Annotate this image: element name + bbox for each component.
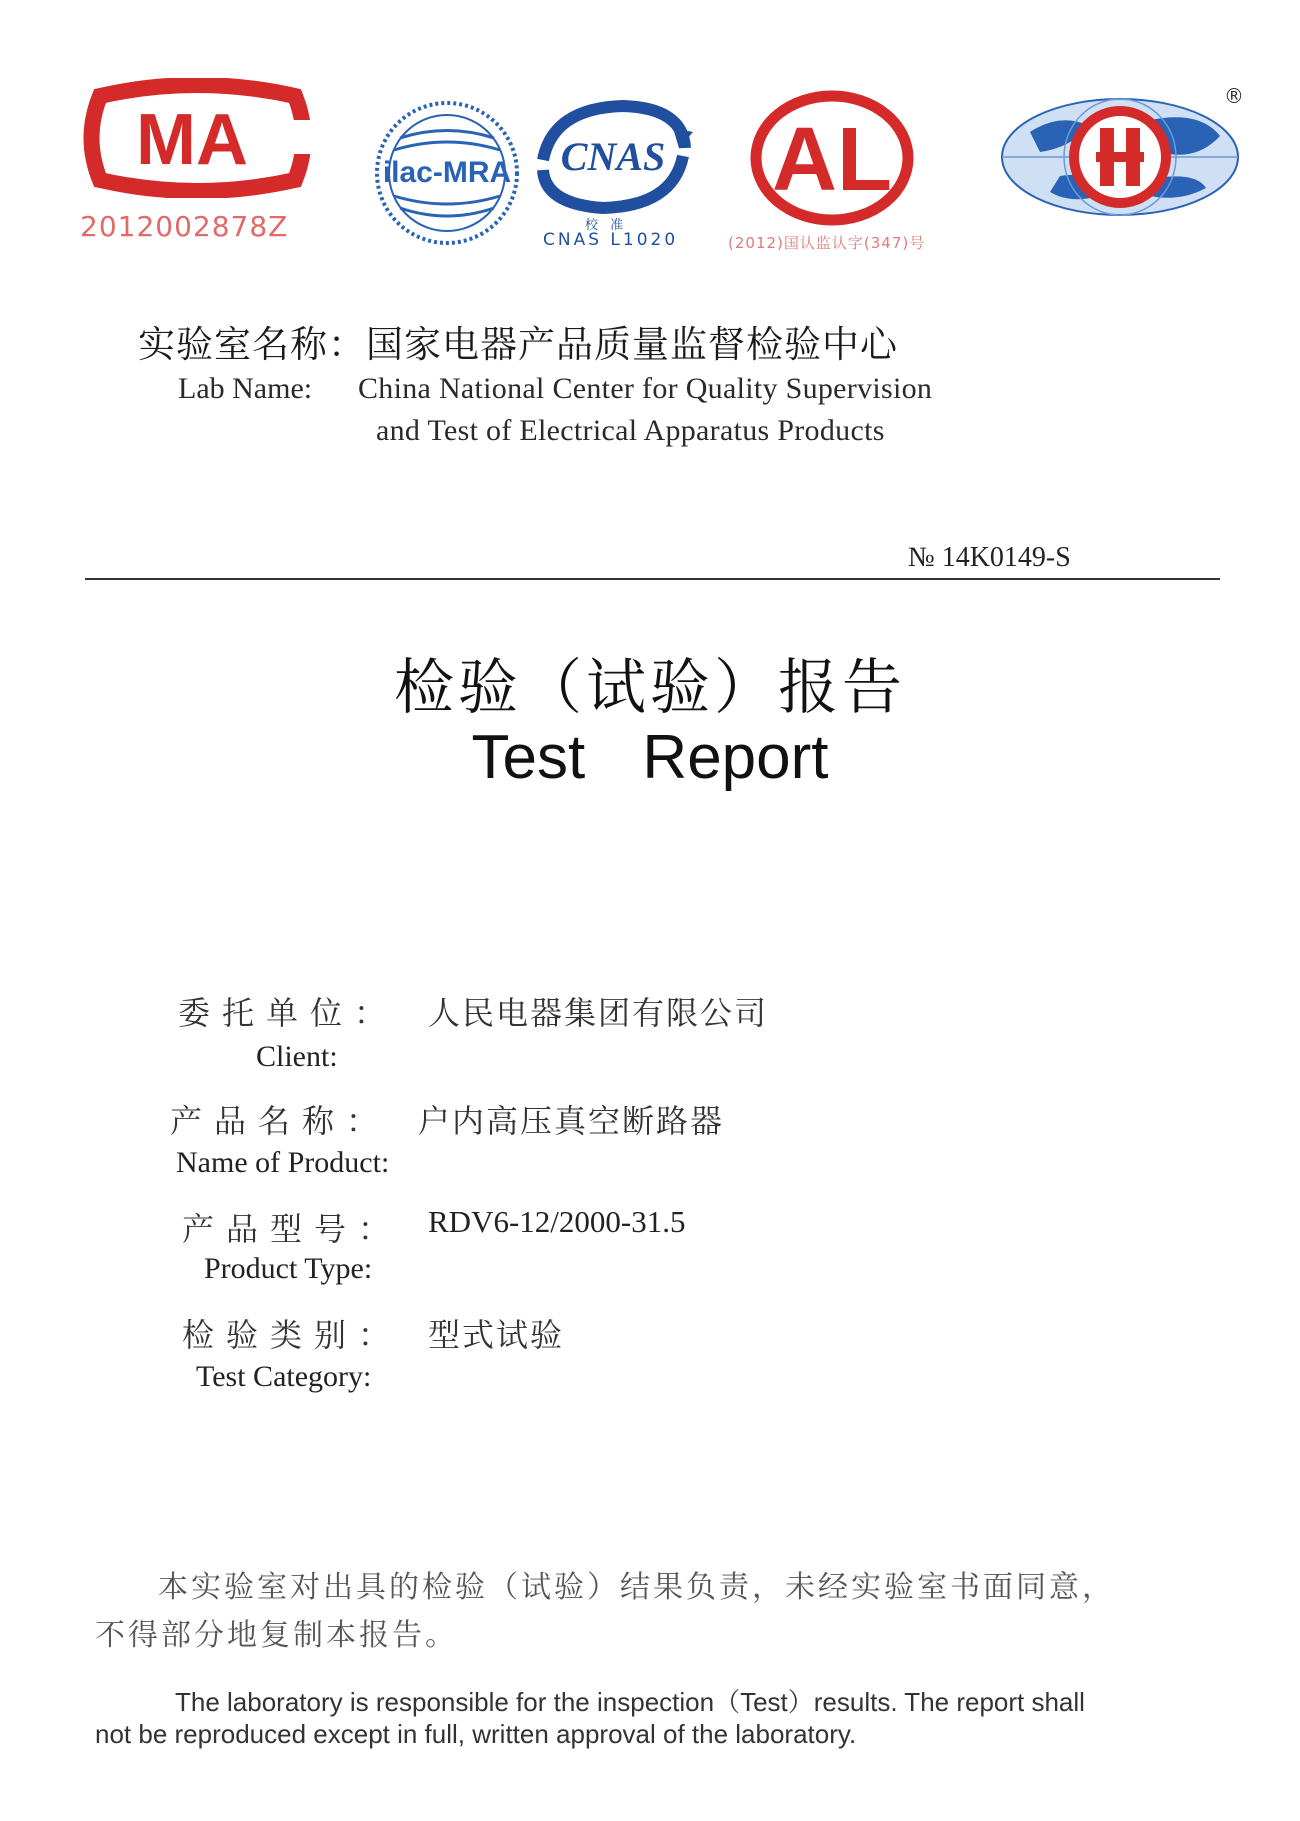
client-label-en: Client: [256, 1040, 338, 1073]
client-value: 人民电器集团有限公司 [428, 994, 769, 1032]
ilac-mra-logo [372, 98, 522, 248]
test-category-label-cn: 检验类别： [182, 1316, 403, 1354]
client-label-cn: 委托单位： [178, 994, 399, 1032]
cnas-code: CNAS L1020 [543, 230, 679, 250]
ilac-globe-icon [372, 98, 522, 248]
test-category-label-en: Test Category: [196, 1360, 372, 1393]
report-number: № 14K0149-S [908, 542, 1071, 573]
cnas-mark-icon [533, 98, 693, 218]
registered-mark: ® [1224, 84, 1244, 108]
svg-text:CNAS: CNAS [560, 134, 666, 179]
report-title-cn: 检验（试验）报告 [394, 653, 906, 723]
test-category-value: 型式试验 [428, 1316, 565, 1354]
cma-logo [80, 78, 315, 243]
svg-text:AL: AL [772, 110, 892, 210]
lab-name-label-en: Lab Name: [178, 372, 313, 405]
product-name-label-cn: 产品名称： [170, 1102, 391, 1140]
al-logo [728, 88, 926, 252]
cnas-logo [533, 98, 693, 250]
header-divider [85, 578, 1220, 580]
svg-text:MA: MA [136, 100, 248, 180]
cnas-sub: 校 准 [585, 218, 628, 233]
svg-text:ilac-MRA: ilac-MRA [382, 156, 512, 189]
lab-name-en-line1: China National Center for Quality Supervision [358, 372, 933, 405]
al-code: (2012)国认监认字(347)号 [728, 234, 926, 252]
report-title-en: Test Report [471, 723, 829, 792]
disclaimer-en-line1: The laboratory is responsible for the inspection（Test）results. The report shall [175, 1687, 1085, 1717]
disclaimer-en-line2: not be reproduced except in full, written approval of the laboratory. [95, 1719, 857, 1749]
lab-name-cn: 实验室名称：国家电器产品质量监督检验中心 [138, 323, 898, 366]
cqc-logo [1000, 84, 1244, 222]
disclaimer-cn-line2: 不得部分地复制本报告。 [95, 1618, 458, 1653]
cma-mark-icon [80, 78, 315, 198]
product-type-label-en: Product Type: [204, 1252, 373, 1285]
product-name-label-en: Name of Product: [176, 1146, 390, 1179]
cqc-globe-icon [1000, 92, 1240, 222]
product-type-label-cn: 产品型号： [182, 1210, 403, 1248]
al-mark-icon [748, 88, 918, 228]
disclaimer-cn-line1: 本实验室对出具的检验（试验）结果负责，未经实验室书面同意， [158, 1570, 1115, 1605]
cma-code: 2012002878Z [80, 210, 289, 243]
product-name-value: 户内高压真空断路器 [418, 1102, 725, 1140]
product-type-value: RDV6-12/2000-31.5 [428, 1204, 686, 1239]
lab-name-en-line2: and Test of Electrical Apparatus Products [376, 414, 885, 447]
